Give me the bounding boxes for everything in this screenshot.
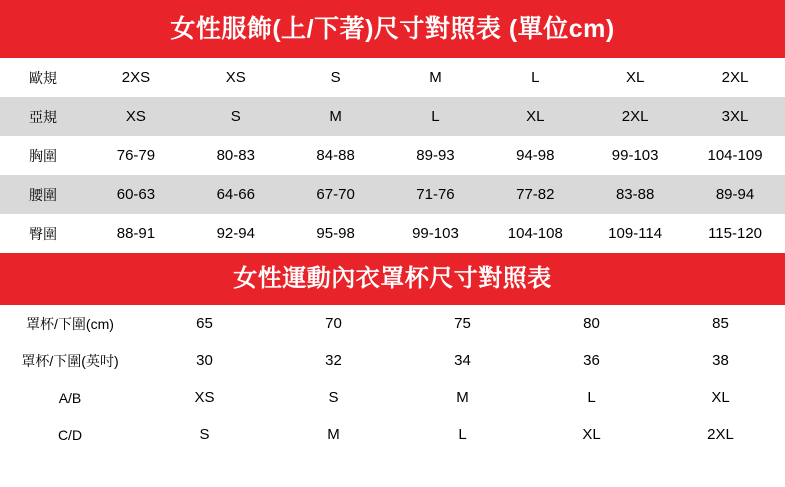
cell-value: 32: [269, 342, 398, 379]
cell-value: 71-76: [386, 175, 486, 214]
cell-value: M: [269, 416, 398, 453]
cell-value: 2XL: [656, 416, 785, 453]
cell-value: 76-79: [86, 136, 186, 175]
table-row: [0, 97, 785, 136]
cell-value: M: [386, 58, 486, 97]
cell-value: 95-98: [286, 214, 386, 253]
clothing-size-table: [0, 58, 785, 253]
table-row: [0, 305, 785, 342]
cell-value: S: [140, 416, 269, 453]
cell-value: 2XS: [86, 58, 186, 97]
cell-value: 2XL: [685, 58, 785, 97]
cell-value: 64-66: [186, 175, 286, 214]
cell-value: M: [398, 379, 527, 416]
cell-value: 36: [527, 342, 656, 379]
cell-value: 109-114: [585, 214, 685, 253]
cell-value: XL: [527, 416, 656, 453]
table-row: [0, 342, 785, 379]
cell-value: L: [398, 416, 527, 453]
cell-value: 99-103: [585, 136, 685, 175]
cell-value: L: [485, 58, 585, 97]
row-label-eu: 歐規: [0, 58, 86, 97]
cell-value: 104-108: [485, 214, 585, 253]
bra-size-chart-title: 女性運動內衣罩杯尺寸對照表: [0, 253, 785, 305]
table-row: [0, 379, 785, 416]
row-label-cup-band-cm: 罩杯/下圍(cm): [0, 305, 140, 342]
cell-value: L: [386, 97, 486, 136]
table-row: [0, 214, 785, 253]
cell-value: 3XL: [685, 97, 785, 136]
clothing-size-chart-title: 女性服飾(上/下著)尺寸對照表 (單位cm): [0, 0, 785, 58]
cell-value: 70: [269, 305, 398, 342]
table-row: [0, 175, 785, 214]
cell-value: 115-120: [685, 214, 785, 253]
cell-value: 94-98: [485, 136, 585, 175]
cell-value: 104-109: [685, 136, 785, 175]
cell-value: M: [286, 97, 386, 136]
cell-value: XL: [485, 97, 585, 136]
row-label-cup-band-inch: 罩杯/下圍(英吋): [0, 342, 140, 379]
cell-value: XL: [656, 379, 785, 416]
cell-value: XS: [86, 97, 186, 136]
bra-size-table: [0, 305, 785, 453]
row-label-bust: 胸圍: [0, 136, 86, 175]
cell-value: 30: [140, 342, 269, 379]
cell-value: S: [269, 379, 398, 416]
cell-value: 2XL: [585, 97, 685, 136]
cell-value: XL: [585, 58, 685, 97]
cell-value: 83-88: [585, 175, 685, 214]
cell-value: 60-63: [86, 175, 186, 214]
cell-value: 67-70: [286, 175, 386, 214]
cell-value: XS: [186, 58, 286, 97]
cell-value: L: [527, 379, 656, 416]
cell-value: 99-103: [386, 214, 486, 253]
table-row: [0, 136, 785, 175]
row-label-asia: 亞規: [0, 97, 86, 136]
cell-value: 75: [398, 305, 527, 342]
cell-value: S: [286, 58, 386, 97]
row-label-cd: C/D: [0, 416, 140, 453]
row-label-ab: A/B: [0, 379, 140, 416]
table-row: [0, 58, 785, 97]
cell-value: 34: [398, 342, 527, 379]
table-row: [0, 416, 785, 453]
cell-value: 80-83: [186, 136, 286, 175]
cell-value: S: [186, 97, 286, 136]
cell-value: 89-94: [685, 175, 785, 214]
cell-value: 92-94: [186, 214, 286, 253]
cell-value: 85: [656, 305, 785, 342]
row-label-waist: 腰圍: [0, 175, 86, 214]
cell-value: 89-93: [386, 136, 486, 175]
cell-value: 65: [140, 305, 269, 342]
cell-value: 88-91: [86, 214, 186, 253]
cell-value: 77-82: [485, 175, 585, 214]
cell-value: 84-88: [286, 136, 386, 175]
cell-value: 38: [656, 342, 785, 379]
row-label-hip: 臀圍: [0, 214, 86, 253]
cell-value: 80: [527, 305, 656, 342]
cell-value: XS: [140, 379, 269, 416]
